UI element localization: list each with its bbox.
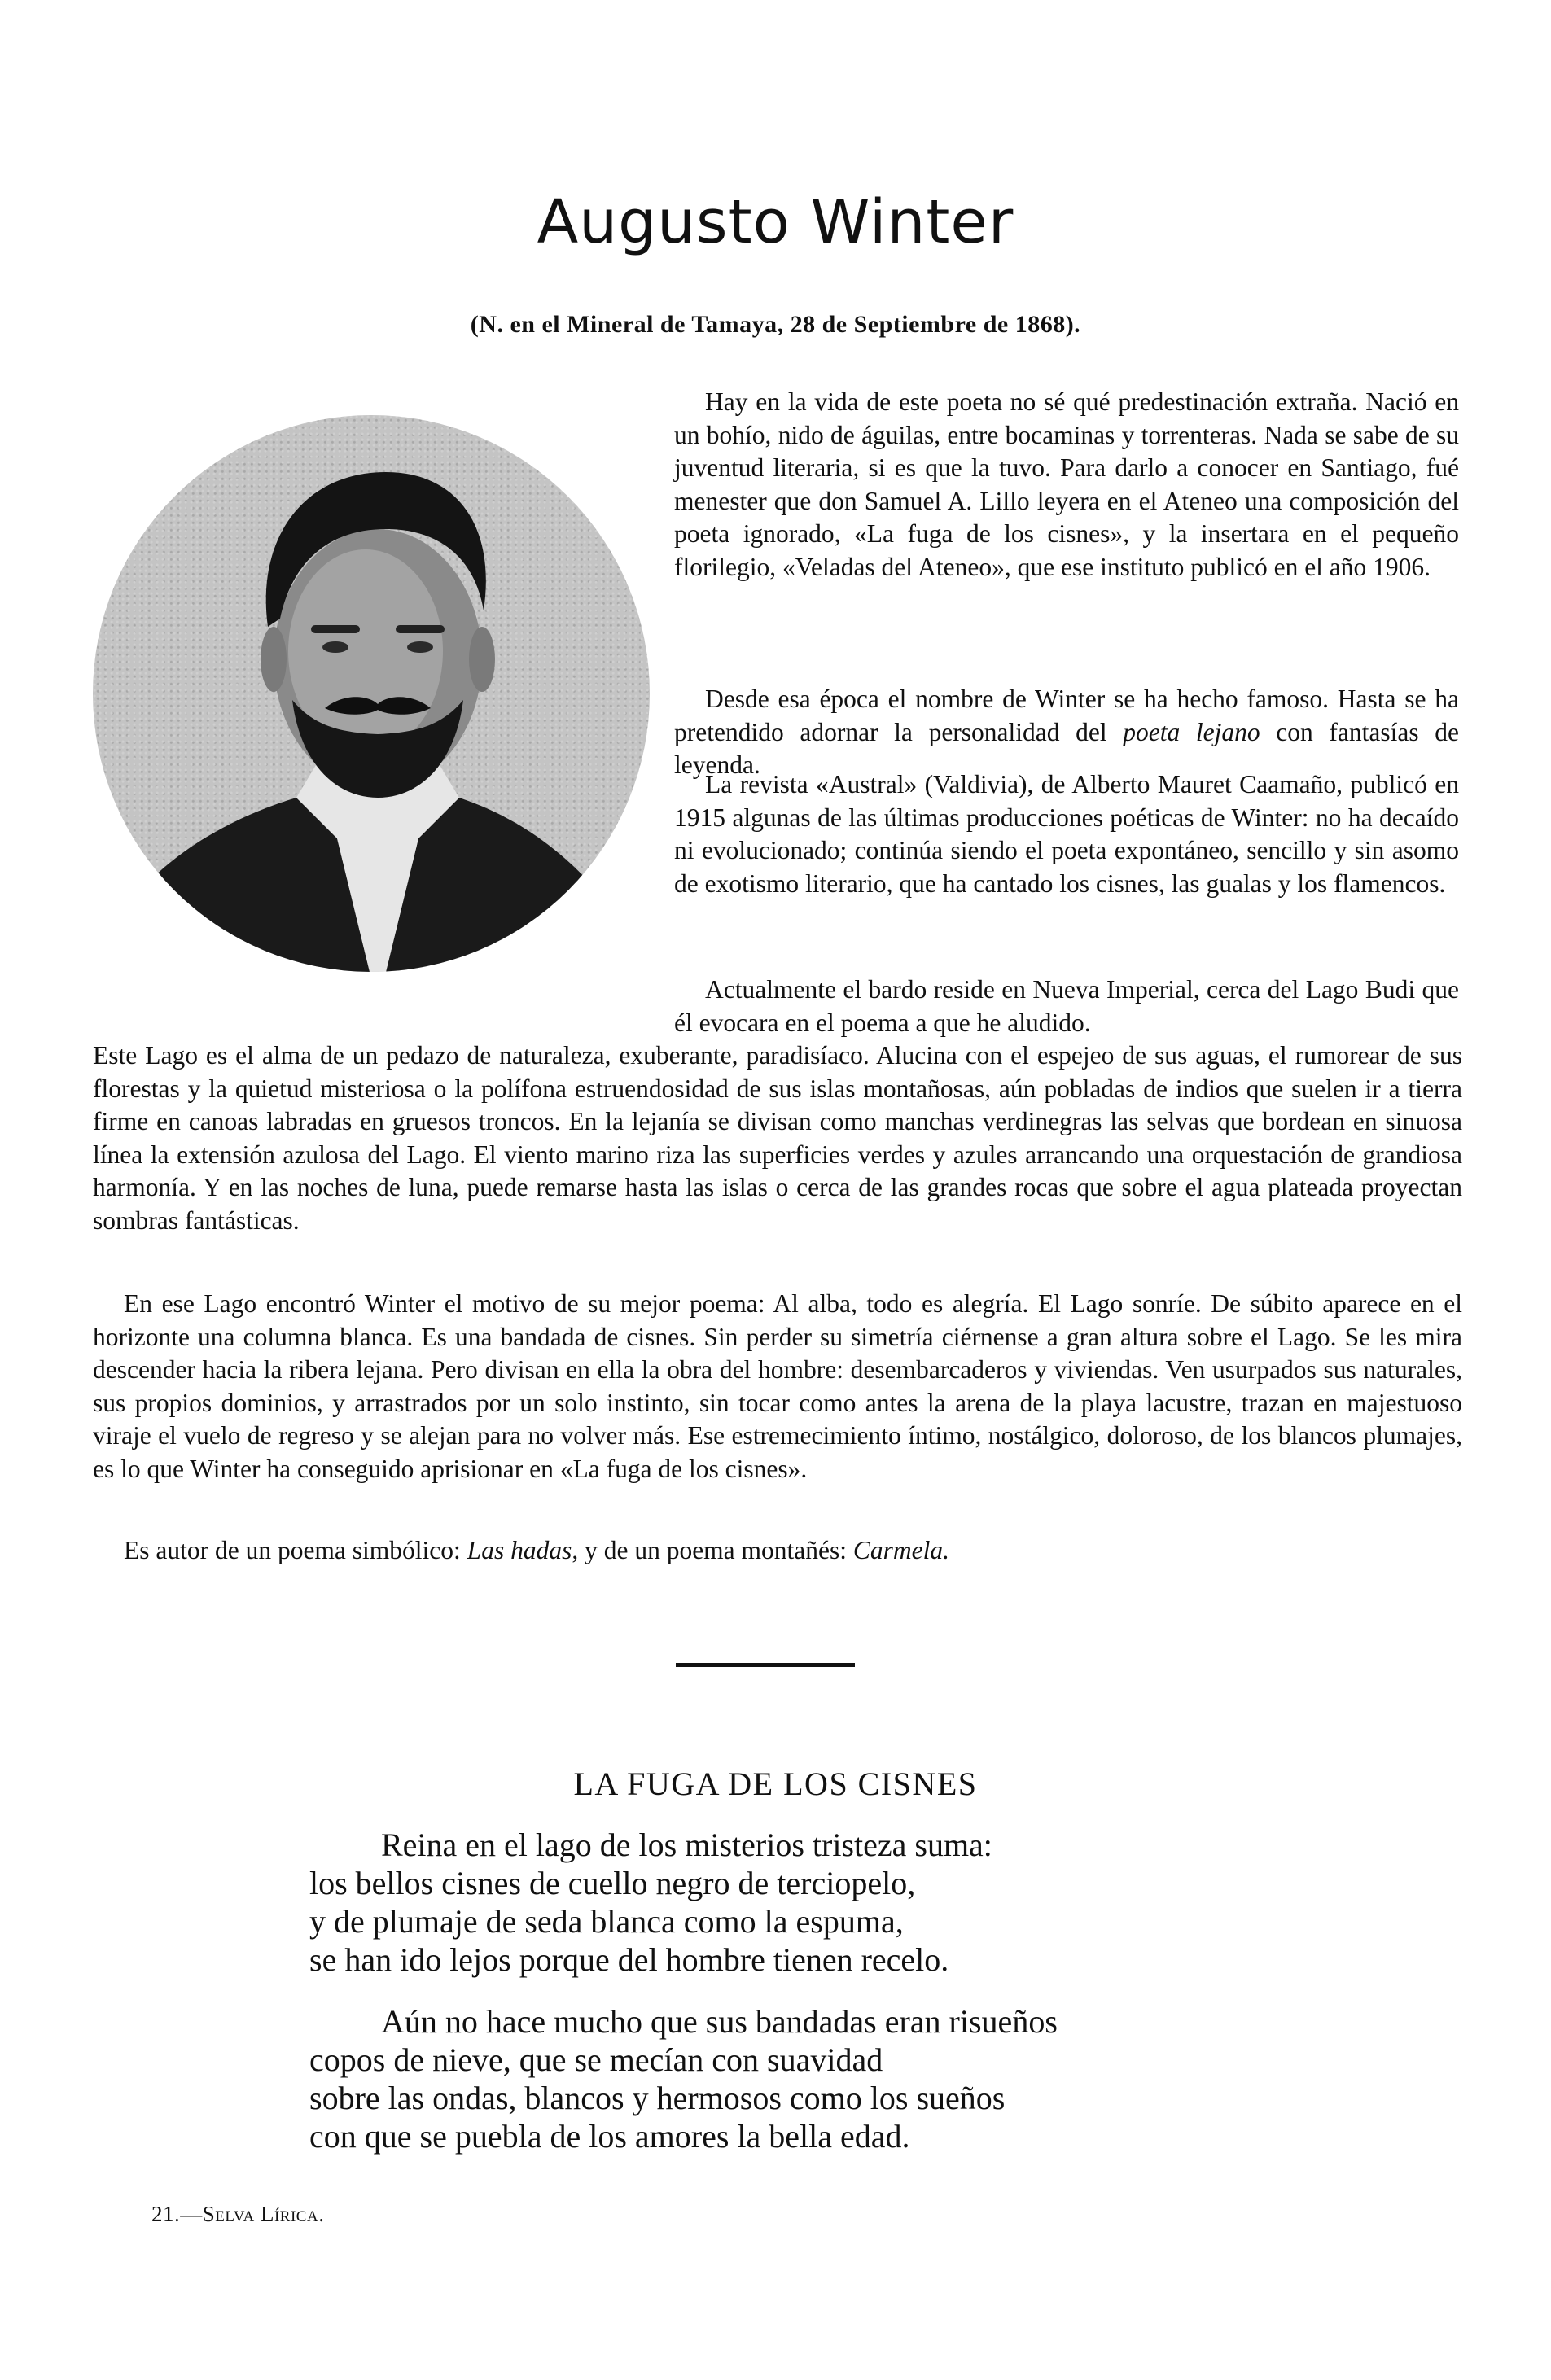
page-title: Augusto Winter	[537, 187, 1014, 257]
poem-line: con que se puebla de los amores la bella edad.	[309, 2118, 910, 2155]
page-footer	[151, 2202, 324, 2227]
paragraph-5: Este Lago es el alma de un pedazo de naturaleza, exuberante, paradisíaco. Alucina con el espejeo de sus aguas, el rumorear de sus florestas y la quietud misteriosa o la polífona estruendosidad de sus islas montañosas, aún pobladas de indios que suelen ir a tierra firme en canoas labradas en gruesos troncos. En la lejanía se divisan como manchas verdinegras las selvas que bordean en sinuosa línea la extensión azulosa del Lago. El viento marino riza las superficies verdes y azules arrancando una orquestación de grandiosa harmonía. Y en las noches de luna, puede remarse hasta las islas o cerca de las grandes rocas que sobre el agua plateada proyectan sombras fantásticas.	[93, 1041, 1462, 1235]
poem-stanza-2	[309, 2002, 1286, 2155]
left-brow	[311, 625, 360, 633]
paragraph-7-text-middle: , y de un poema montañés:	[572, 1536, 853, 1564]
poem-line: se han ido lejos porque del hombre tienen recelo.	[309, 1941, 949, 1978]
left-eye	[322, 641, 348, 653]
paragraph-2-italic: poeta lejano	[1123, 717, 1260, 746]
paragraph-7	[93, 1534, 1462, 1568]
paragraph-6: En ese Lago encontró Winter el motivo de su mejor poema: Al alba, todo es alegría. El Lago sonríe. De súbito aparece en el horizonte una columna blanca. Es una bandada de cisnes. Sin perder su simetría ciérnense a gran altura sobre el Lago. Se les mira descender hacia la ribera lejana. Pero divisan en ella la obra del hombre: desembarcaderos y viviendas. Ven usurpados sus naturales, sus propios dominios, y arrastrados por un solo instinto, sin tocar como antes la arena de la playa lacustre, trazan en majestuoso viraje el vuelo de regreso y se alejan para no volver más. Ese estremecimiento íntimo, nostálgico, doloroso, de los blancos plumajes, es lo que Winter ha conseguido aprisionar en «La fuga de los cisnes».	[93, 1289, 1462, 1483]
work-title-las-hadas: Las hadas	[467, 1536, 572, 1564]
paragraph-4: Actualmente el bardo reside en Nueva Imperial, cerca del Lago Budi que él evocara en el poema a que he aludido.	[674, 975, 1459, 1037]
paragraph-2-text-end: con fantasías de leyenda.	[674, 717, 1460, 780]
right-brow	[396, 625, 445, 633]
right-eye	[407, 641, 433, 653]
portrait-figure	[93, 415, 650, 972]
right-ear	[469, 627, 495, 692]
portrait-photo-icon	[93, 415, 650, 972]
poem-line: copos de nieve, que se mecían con suavidad	[309, 2041, 883, 2078]
left-ear	[261, 627, 287, 692]
paragraph-2-text: Desde esa época el nombre de Winter se ha hecho famoso. Hasta se ha pretendido adornar la personalidad del	[674, 685, 1459, 746]
poem-line: sobre las ondas, blancos y hermosos como los sueños	[309, 2080, 1006, 2116]
work-title-carmela: Carmela.	[852, 1536, 950, 1564]
section-divider	[676, 1663, 855, 1667]
paragraph-7-text: Es autor de un poema simbólico:	[124, 1536, 467, 1564]
paragraph-3: La revista «Austral» (Valdivia), de Alberto Mauret Caamaño, publicó en 1915 algunas de las últimas producciones poéticas de Winter: no ha decaído ni evolucionado; continúa siendo el poeta expontáneo, sencillo y sin asomo de exotismo literario, que ha cantado los cisnes, las gualas y los flamencos.	[674, 770, 1459, 898]
paragraph-2	[674, 683, 1459, 782]
birth-info-subtitle: (N. en el Mineral de Tamaya, 28 de Septiembre de 1868).	[470, 311, 1081, 338]
poem-line: y de plumaje de seda blanca como la espuma,	[309, 1903, 904, 1940]
paragraph-1: Hay en la vida de este poeta no sé qué predestinación extraña. Nació en un bohío, nido de águilas, entre bocaminas y torrenteras. Nada se sabe de su juventud literaria, si es que la tuvo. Para darlo a conocer en Santiago, fué menester que don Samuel A. Lillo leyera en el Ateneo una composición del poeta ignorado, «La fuga de los cisnes», y la insertara en el pequeño florilegio, «Veladas del Ateneo», que ese instituto publicó en el año 1906.	[674, 387, 1459, 581]
poem-title: LA FUGA DE LOS CISNES	[573, 1765, 978, 1802]
poem-stanza-1	[309, 1826, 1286, 1979]
poem-line: Reina en el lago de los misterios tristeza suma:	[381, 1827, 992, 1863]
poem-line: los bellos cisnes de cuello negro de terciopelo,	[309, 1865, 916, 1901]
book-title-footer: Selva Lírica.	[202, 2202, 325, 2226]
poem-line: Aún no hace mucho que sus bandadas eran risueños	[381, 2003, 1058, 2040]
page-number: 21.—	[151, 2202, 203, 2226]
